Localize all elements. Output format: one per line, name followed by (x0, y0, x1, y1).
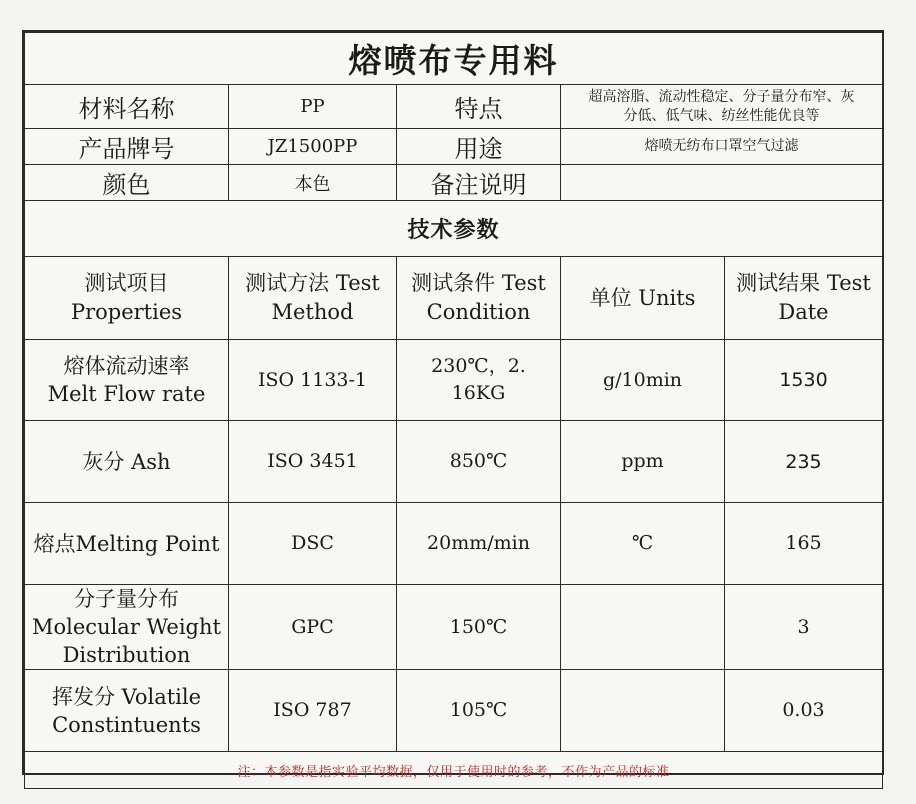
property-name-en-2: Distribution (62, 643, 191, 667)
remark-value (561, 165, 883, 201)
method-cell: DSC (229, 503, 397, 585)
header-result (725, 257, 883, 340)
header-condition-cn: 测试条件 Test (411, 271, 546, 295)
property-name-en: Melt Flow rate (47, 382, 206, 406)
spec-sheet (22, 30, 884, 780)
condition-line-2: 16KG (451, 382, 506, 404)
features-value (561, 85, 883, 129)
header-units (561, 257, 725, 340)
grade-value: JZ1500PP (229, 129, 397, 165)
table-row (25, 503, 883, 585)
condition-cell: 150℃ (397, 585, 561, 670)
title-row (25, 33, 883, 85)
header-row (25, 257, 883, 340)
table-row (25, 421, 883, 503)
method-cell: ISO 3451 (229, 421, 397, 503)
result-cell: 165 (725, 503, 883, 585)
condition-cell: 105℃ (397, 670, 561, 752)
result-cell: 1530 (725, 340, 883, 421)
condition-cell: 850℃ (397, 421, 561, 503)
document-title: 熔喷布专用料 (25, 33, 883, 85)
result-cell: 0.03 (725, 670, 883, 752)
disclaimer-note: 注：本参数是指实验平均数据，仅用于使用时的参考，不作为产品的标准 (25, 752, 883, 789)
property-name-en: Constintuents (52, 712, 201, 737)
result-cell: 235 (725, 421, 883, 503)
method-cell: ISO 1133-1 (229, 340, 397, 421)
property-cell (25, 670, 229, 752)
unit-cell: ℃ (561, 503, 725, 585)
remark-label: 备注说明 (397, 165, 561, 201)
property-name-cn: 分子量分布 (74, 587, 179, 611)
condition-cell (397, 340, 561, 421)
use-value: 熔喷无纺布口罩空气过滤 (561, 129, 883, 165)
info-row-color (25, 165, 883, 201)
header-properties-cn: 测试项目 (84, 271, 169, 295)
result-cell: 3 (725, 585, 883, 670)
unit-cell (561, 585, 725, 670)
grade-label: 产品牌号 (25, 129, 229, 165)
section-title: 技术参数 (25, 201, 883, 257)
header-method (229, 257, 397, 340)
section-row (25, 201, 883, 257)
condition-cell: 20mm/min (397, 503, 561, 585)
material-name-value: PP (229, 85, 397, 129)
property-name-cn: 熔体流动速率 (63, 354, 190, 378)
property-name-cn: 挥发分 Volatile (51, 684, 202, 709)
header-properties-en: Properties (70, 300, 183, 324)
header-units-label: 单位 Units (589, 285, 696, 310)
use-label: 用途 (397, 129, 561, 165)
features-label: 特点 (397, 85, 561, 129)
unit-cell (561, 670, 725, 752)
features-line-2: 分低、低气味、纺丝性能优良等 (623, 107, 820, 124)
property-cell: 灰分 Ash (25, 421, 229, 503)
unit-cell: g/10min (561, 340, 725, 421)
info-row-grade (25, 129, 883, 165)
header-properties (25, 257, 229, 340)
table-row (25, 340, 883, 421)
note-row (25, 752, 883, 789)
header-method-cn: 测试方法 Test (245, 271, 380, 295)
header-condition (397, 257, 561, 340)
property-name-en-1: Molecular Weight (32, 615, 221, 639)
header-method-en: Method (271, 300, 354, 324)
header-result-en: Date (778, 300, 829, 324)
header-result-cn: 测试结果 Test (736, 271, 871, 295)
spec-table (24, 32, 883, 789)
property-cell (25, 340, 229, 421)
unit-cell: ppm (561, 421, 725, 503)
header-condition-en: Condition (426, 300, 531, 324)
material-name-label: 材料名称 (25, 85, 229, 129)
condition-line-1: 230℃，2. (431, 355, 526, 377)
color-value: 本色 (229, 165, 397, 201)
features-line-1: 超高溶脂、流动性稳定、分子量分布窄、灰 (588, 88, 855, 105)
info-row-material (25, 85, 883, 129)
color-label: 颜色 (25, 165, 229, 201)
table-row (25, 585, 883, 670)
table-row (25, 670, 883, 752)
method-cell: GPC (229, 585, 397, 670)
property-cell: 熔点Melting Point (25, 503, 229, 585)
method-cell: ISO 787 (229, 670, 397, 752)
property-cell (25, 585, 229, 670)
